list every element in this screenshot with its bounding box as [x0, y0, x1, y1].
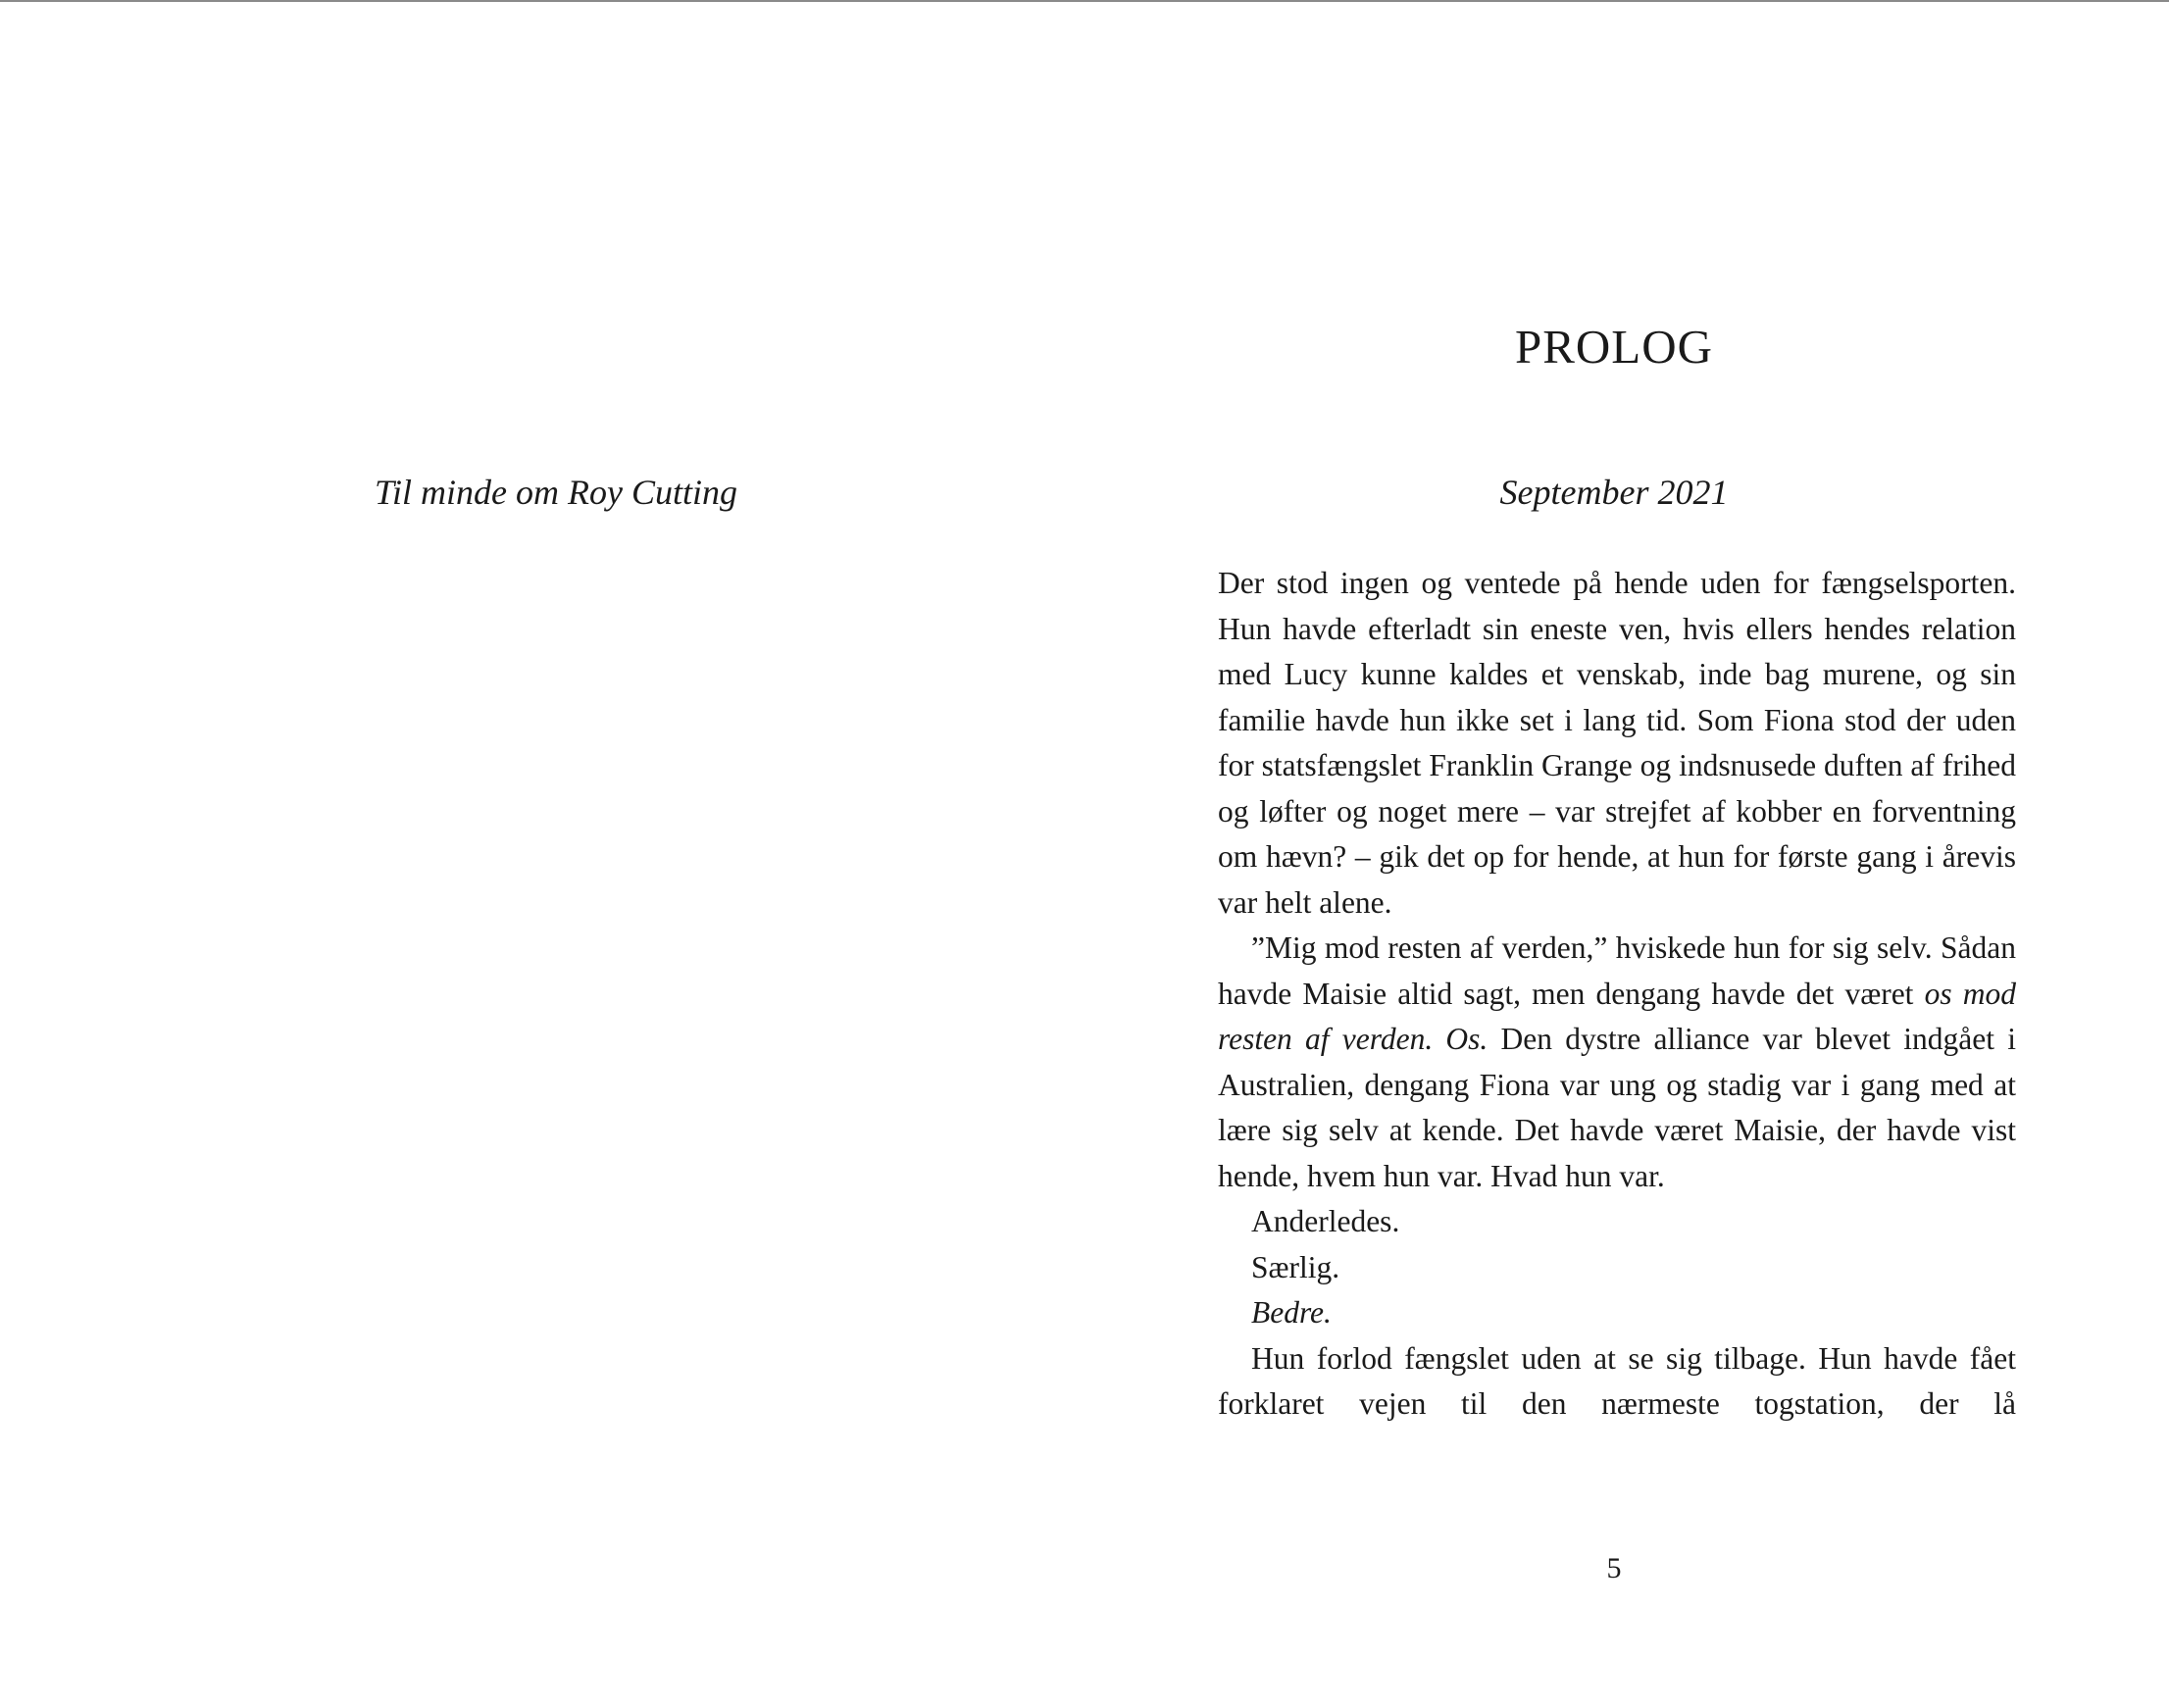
- emphasis-text: os mod resten af verden. Os.: [1218, 976, 2016, 1056]
- paragraph: Der stod ingen og ventede på hende uden for fængselsporten. Hun havde efterladt sin eneste ven, hvis ellers hendes relation med Lucy kunne kaldes et venskab, inde bag murene, og sin familie havde hun ikke set i lang tid. Som Fiona stod der uden for statsfængslet Franklin Grange og indsnusede duften af frihed og løfter og noget mere – var strejfet af kobber en forventning om hævn? – gik det op for hende, at hun for første gang i årevis var helt alene.: [1218, 566, 2016, 920]
- chapter-date: September 2021: [1499, 473, 1729, 512]
- emphasis-text: Bedre.: [1251, 1295, 1332, 1330]
- paragraph-text: Den dystre alliance var blevet indgået i Australien, dengang Fiona var ung og stadig var i gang med at lære sig selv at kende. Det havde været Maisie, der havde vist hende, hvem hun var. Hvad hun var.: [1218, 1022, 2016, 1193]
- paragraph: Hun forlod fængslet uden at se sig tilbage. Hun havde fået forklaret vejen til den nærmeste togstation, der lå: [1218, 1340, 2016, 1421]
- right-page: [1084, 0, 2169, 1708]
- dedication: Til minde om Roy Cutting: [374, 473, 737, 512]
- body-text: [1218, 561, 2016, 1428]
- chapter-title: PROLOG: [1514, 320, 1714, 374]
- paragraph-text: ”Mig mod resten af verden,” hviskede hun for sig selv. Sådan havde Maisie altid sagt, men dengang havde det været: [1218, 930, 2016, 1011]
- paragraph: Særlig.: [1251, 1249, 1340, 1284]
- paragraph: [1218, 926, 2016, 1199]
- paragraph: Anderledes.: [1251, 1204, 1400, 1238]
- paragraph: [1218, 1290, 2016, 1336]
- page-number: 5: [1606, 1552, 1622, 1584]
- left-page: [0, 0, 1084, 1708]
